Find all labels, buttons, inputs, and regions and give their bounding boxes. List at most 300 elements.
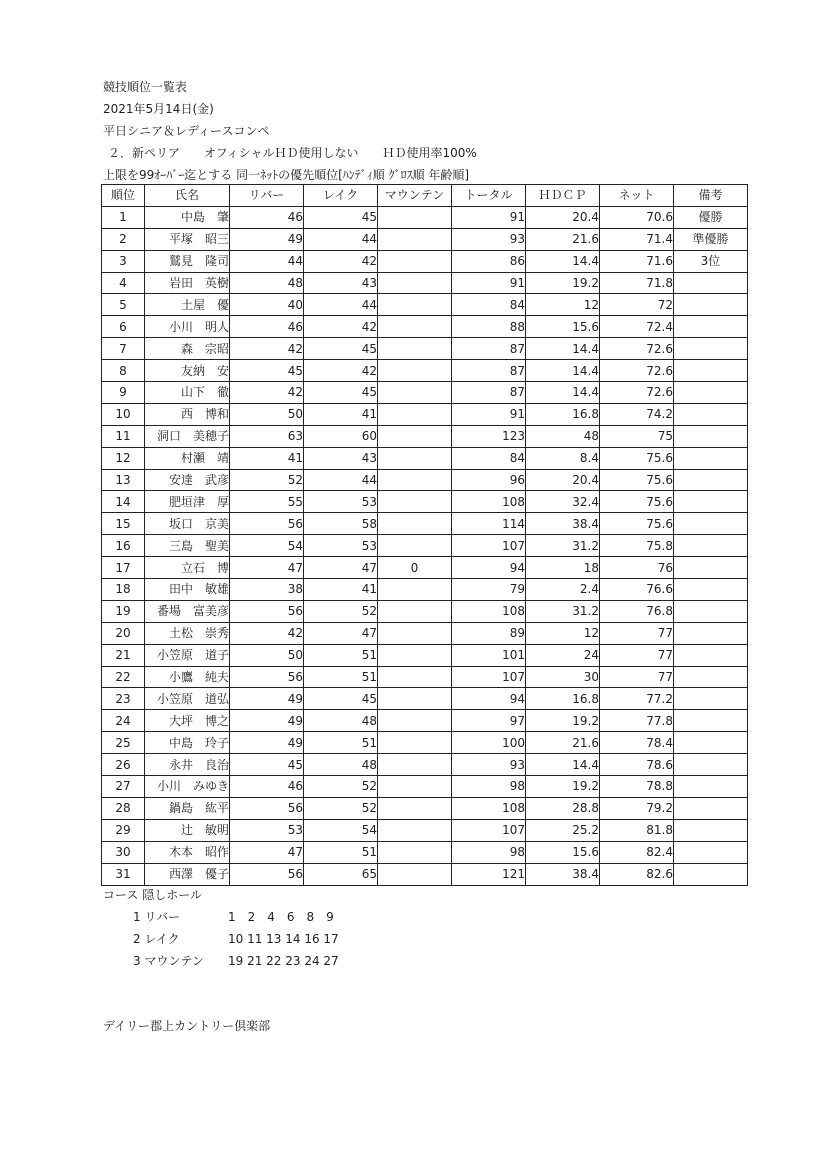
cell-rank: 9 [102,382,145,404]
cell-hdcp: 14.4 [526,382,600,404]
cell-river: 56 [230,600,304,622]
col-total-header: トータル [452,185,526,207]
cell-river: 42 [230,622,304,644]
cell-rank: 30 [102,841,145,863]
cell-net: 72 [600,294,674,316]
cell-river: 47 [230,841,304,863]
col-note-header: 備考 [674,185,748,207]
cell-net: 71.4 [600,228,674,250]
cell-lake: 41 [304,403,378,425]
table-row [102,622,748,644]
cell-lake: 47 [304,557,378,579]
cell-mountain [378,338,452,360]
cell-hdcp: 16.8 [526,688,600,710]
cell-note [674,732,748,754]
cell-note: 3位 [674,250,748,272]
cell-mountain [378,513,452,535]
cell-rank: 13 [102,469,145,491]
cell-hdcp: 15.6 [526,841,600,863]
cell-name: 洞口 美穂子 [145,425,230,447]
cell-river: 49 [230,688,304,710]
table-row [102,447,748,469]
cell-rank: 11 [102,425,145,447]
table-row [102,841,748,863]
cell-rank: 28 [102,797,145,819]
cell-hdcp: 2.4 [526,579,600,601]
cell-total: 88 [452,316,526,338]
course-holes: 1 2 4 6 8 9 [228,910,334,924]
cell-name: 西 博和 [145,403,230,425]
cell-lake: 43 [304,272,378,294]
table-row [102,863,748,885]
cell-note [674,600,748,622]
cell-net: 71.6 [600,250,674,272]
table-row [102,666,748,688]
table-row [102,469,748,491]
cell-note [674,491,748,513]
cell-rank: 17 [102,557,145,579]
cell-total: 91 [452,206,526,228]
cell-net: 75.6 [600,491,674,513]
table-row [102,250,748,272]
cell-hdcp: 30 [526,666,600,688]
cell-hdcp: 8.4 [526,447,600,469]
hidden-holes-row [133,908,334,925]
cell-river: 46 [230,776,304,798]
course-label: 3 マウンテン [133,954,204,968]
cell-lake: 52 [304,797,378,819]
table-row [102,206,748,228]
cell-lake: 42 [304,250,378,272]
cell-name: 辻 敏明 [145,819,230,841]
cell-net: 77 [600,644,674,666]
cell-river: 46 [230,206,304,228]
cell-river: 44 [230,250,304,272]
cell-note: 優勝 [674,206,748,228]
table-row [102,754,748,776]
cell-net: 79.2 [600,797,674,819]
cell-note [674,425,748,447]
cell-total: 97 [452,710,526,732]
cell-note [674,447,748,469]
cell-net: 75 [600,425,674,447]
tiebreak-rule: 上限を99ｵｰﾊﾞｰ迄とする 同一ﾈｯﾄの優先順位[ﾊﾝﾃﾞｨ順 ｸﾞﾛｽ順 年齢順] [103,168,470,182]
cell-rank: 1 [102,206,145,228]
cell-hdcp: 12 [526,622,600,644]
cell-total: 107 [452,535,526,557]
cell-rank: 21 [102,644,145,666]
cell-hdcp: 38.4 [526,863,600,885]
cell-name: 友納 安 [145,360,230,382]
cell-lake: 53 [304,491,378,513]
cell-net: 71.8 [600,272,674,294]
cell-total: 98 [452,776,526,798]
cell-note: 準優勝 [674,228,748,250]
cell-total: 79 [452,579,526,601]
cell-total: 101 [452,644,526,666]
document-title: 競技順位一覧表 [103,80,188,94]
cell-lake: 52 [304,600,378,622]
cell-mountain [378,754,452,776]
cell-total: 114 [452,513,526,535]
cell-name: 三島 聖美 [145,535,230,557]
cell-name: 鍋島 紘平 [145,797,230,819]
cell-note [674,360,748,382]
cell-name: 木本 昭作 [145,841,230,863]
cell-river: 55 [230,491,304,513]
table-row [102,491,748,513]
cell-note [674,272,748,294]
hidden-holes-row [133,930,339,947]
cell-net: 72.6 [600,338,674,360]
cell-river: 50 [230,403,304,425]
cell-rank: 8 [102,360,145,382]
cell-mountain [378,666,452,688]
cell-lake: 60 [304,425,378,447]
cell-note [674,557,748,579]
cell-note [674,316,748,338]
cell-river: 49 [230,228,304,250]
cell-rank: 16 [102,535,145,557]
cell-name: 岩田 英樹 [145,272,230,294]
cell-river: 45 [230,754,304,776]
cell-hdcp: 31.2 [526,600,600,622]
cell-hdcp: 21.6 [526,228,600,250]
cell-river: 49 [230,710,304,732]
cell-lake: 45 [304,688,378,710]
cell-mountain: 0 [378,557,452,579]
course-holes: 10 11 13 14 16 17 [228,932,339,946]
cell-lake: 45 [304,338,378,360]
col-mountain-header: マウンテン [378,185,452,207]
cell-rank: 14 [102,491,145,513]
cell-river: 56 [230,797,304,819]
scoring-method: ２．新ペリア オフィシャルＨＤ使用しない ＨＤ使用率100% [108,146,477,160]
cell-river: 41 [230,447,304,469]
cell-hdcp: 19.2 [526,710,600,732]
cell-note [674,579,748,601]
cell-lake: 54 [304,819,378,841]
cell-hdcp: 18 [526,557,600,579]
cell-lake: 42 [304,360,378,382]
cell-mountain [378,841,452,863]
cell-net: 75.6 [600,469,674,491]
cell-total: 94 [452,557,526,579]
cell-hdcp: 16.8 [526,403,600,425]
cell-name: 永井 良治 [145,754,230,776]
cell-mountain [378,622,452,644]
cell-mountain [378,644,452,666]
cell-mountain [378,382,452,404]
table-row [102,797,748,819]
cell-rank: 10 [102,403,145,425]
table-row [102,360,748,382]
cell-hdcp: 24 [526,644,600,666]
cell-note [674,666,748,688]
cell-hdcp: 14.4 [526,754,600,776]
cell-net: 72.6 [600,360,674,382]
cell-river: 46 [230,316,304,338]
cell-river: 48 [230,272,304,294]
cell-mountain [378,688,452,710]
cell-net: 78.8 [600,776,674,798]
course-label: 2 レイク [133,932,180,946]
cell-total: 93 [452,754,526,776]
cell-rank: 27 [102,776,145,798]
cell-hdcp: 19.2 [526,272,600,294]
cell-net: 75.6 [600,513,674,535]
cell-hdcp: 15.6 [526,316,600,338]
table-row [102,710,748,732]
cell-total: 87 [452,382,526,404]
cell-lake: 51 [304,732,378,754]
cell-net: 75.8 [600,535,674,557]
cell-total: 96 [452,469,526,491]
cell-hdcp: 25.2 [526,819,600,841]
cell-lake: 48 [304,710,378,732]
cell-mountain [378,316,452,338]
cell-note [674,797,748,819]
cell-name: 安達 武彦 [145,469,230,491]
cell-total: 86 [452,250,526,272]
col-hdcp-header: ＨＤＣＰ [526,185,600,207]
cell-total: 107 [452,819,526,841]
cell-river: 42 [230,382,304,404]
table-row [102,579,748,601]
cell-name: 小川 明人 [145,316,230,338]
cell-total: 100 [452,732,526,754]
cell-name: 小鷹 純夫 [145,666,230,688]
cell-river: 42 [230,338,304,360]
cell-total: 84 [452,447,526,469]
cell-lake: 47 [304,622,378,644]
cell-mountain [378,732,452,754]
cell-total: 121 [452,863,526,885]
cell-mountain [378,294,452,316]
cell-name: 中島 肇 [145,206,230,228]
ranking-table [101,184,748,886]
cell-lake: 65 [304,863,378,885]
club-name: デイリー郡上カントリー倶楽部 [103,1019,271,1033]
cell-hdcp: 14.4 [526,250,600,272]
cell-net: 82.4 [600,841,674,863]
cell-mountain [378,228,452,250]
cell-lake: 52 [304,776,378,798]
cell-name: 鷲見 隆司 [145,250,230,272]
cell-lake: 53 [304,535,378,557]
cell-net: 72.6 [600,382,674,404]
cell-name: 大坪 博之 [145,710,230,732]
cell-total: 84 [452,294,526,316]
cell-river: 49 [230,732,304,754]
cell-name: 山下 徹 [145,382,230,404]
table-row [102,732,748,754]
cell-note [674,688,748,710]
cell-lake: 44 [304,469,378,491]
table-row [102,688,748,710]
cell-mountain [378,360,452,382]
cell-name: 平塚 昭三 [145,228,230,250]
cell-mountain [378,600,452,622]
cell-rank: 26 [102,754,145,776]
cell-river: 52 [230,469,304,491]
cell-mountain [378,797,452,819]
cell-name: 立石 博 [145,557,230,579]
cell-rank: 18 [102,579,145,601]
cell-name: 肥垣津 厚 [145,491,230,513]
cell-name: 田中 敏雄 [145,579,230,601]
cell-total: 87 [452,360,526,382]
cell-hdcp: 20.4 [526,469,600,491]
cell-lake: 42 [304,316,378,338]
cell-net: 75.6 [600,447,674,469]
course-holes: 19 21 22 23 24 27 [228,954,339,968]
col-name-header: 氏名 [145,185,230,207]
cell-mountain [378,403,452,425]
cell-lake: 51 [304,644,378,666]
cell-note [674,819,748,841]
cell-total: 89 [452,622,526,644]
event-name: 平日シニア＆レディースコンペ [103,124,270,138]
cell-rank: 20 [102,622,145,644]
cell-rank: 22 [102,666,145,688]
cell-river: 56 [230,513,304,535]
cell-rank: 7 [102,338,145,360]
table-row [102,382,748,404]
cell-river: 38 [230,579,304,601]
cell-river: 47 [230,557,304,579]
cell-rank: 25 [102,732,145,754]
table-row [102,513,748,535]
cell-rank: 3 [102,250,145,272]
cell-lake: 51 [304,841,378,863]
cell-net: 78.6 [600,754,674,776]
cell-lake: 45 [304,382,378,404]
table-row [102,535,748,557]
cell-rank: 24 [102,710,145,732]
cell-name: 西澤 優子 [145,863,230,885]
cell-net: 77.2 [600,688,674,710]
cell-note [674,403,748,425]
cell-hdcp: 31.2 [526,535,600,557]
cell-net: 76.8 [600,600,674,622]
cell-mountain [378,425,452,447]
cell-mountain [378,535,452,557]
table-row [102,272,748,294]
col-river-header: リバー [230,185,304,207]
cell-mountain [378,272,452,294]
table-row [102,600,748,622]
cell-note [674,294,748,316]
cell-name: 村瀬 靖 [145,447,230,469]
cell-mountain [378,491,452,513]
cell-note [674,710,748,732]
cell-total: 93 [452,228,526,250]
cell-lake: 45 [304,206,378,228]
cell-mountain [378,863,452,885]
cell-mountain [378,206,452,228]
cell-rank: 29 [102,819,145,841]
col-rank-header: 順位 [102,185,145,207]
cell-hdcp: 12 [526,294,600,316]
table-row [102,338,748,360]
cell-net: 76 [600,557,674,579]
cell-hdcp: 28.8 [526,797,600,819]
cell-hdcp: 14.4 [526,338,600,360]
cell-name: 坂口 京美 [145,513,230,535]
cell-note [674,622,748,644]
cell-total: 108 [452,491,526,513]
cell-net: 77.8 [600,710,674,732]
cell-mountain [378,579,452,601]
table-row [102,403,748,425]
cell-river: 50 [230,644,304,666]
table-row [102,557,748,579]
cell-name: 小川 みゆき [145,776,230,798]
cell-note [674,776,748,798]
cell-hdcp: 20.4 [526,206,600,228]
cell-rank: 6 [102,316,145,338]
cell-name: 森 宗昭 [145,338,230,360]
cell-mountain [378,447,452,469]
cell-net: 72.4 [600,316,674,338]
cell-note [674,535,748,557]
cell-net: 70.6 [600,206,674,228]
cell-rank: 19 [102,600,145,622]
course-label: 1 リバー [133,910,181,924]
cell-name: 番場 富美彦 [145,600,230,622]
cell-rank: 23 [102,688,145,710]
cell-mountain [378,469,452,491]
table-row [102,644,748,666]
cell-total: 108 [452,600,526,622]
cell-river: 54 [230,535,304,557]
table-row [102,316,748,338]
cell-rank: 15 [102,513,145,535]
table-header-row [102,185,748,207]
cell-net: 81.8 [600,819,674,841]
cell-note [674,754,748,776]
hidden-holes-row [133,952,339,969]
table-row [102,294,748,316]
cell-note [674,382,748,404]
cell-rank: 2 [102,228,145,250]
table-row [102,819,748,841]
cell-rank: 12 [102,447,145,469]
cell-river: 63 [230,425,304,447]
cell-total: 91 [452,272,526,294]
cell-river: 56 [230,863,304,885]
cell-total: 91 [452,403,526,425]
cell-name: 中島 玲子 [145,732,230,754]
cell-note [674,469,748,491]
cell-total: 87 [452,338,526,360]
cell-lake: 41 [304,579,378,601]
cell-name: 土屋 優 [145,294,230,316]
cell-mountain [378,250,452,272]
cell-river: 56 [230,666,304,688]
cell-net: 76.6 [600,579,674,601]
cell-lake: 44 [304,294,378,316]
cell-lake: 48 [304,754,378,776]
cell-lake: 51 [304,666,378,688]
col-net-header: ネット [600,185,674,207]
cell-hdcp: 19.2 [526,776,600,798]
cell-hdcp: 32.4 [526,491,600,513]
cell-total: 98 [452,841,526,863]
cell-total: 123 [452,425,526,447]
table-row [102,425,748,447]
